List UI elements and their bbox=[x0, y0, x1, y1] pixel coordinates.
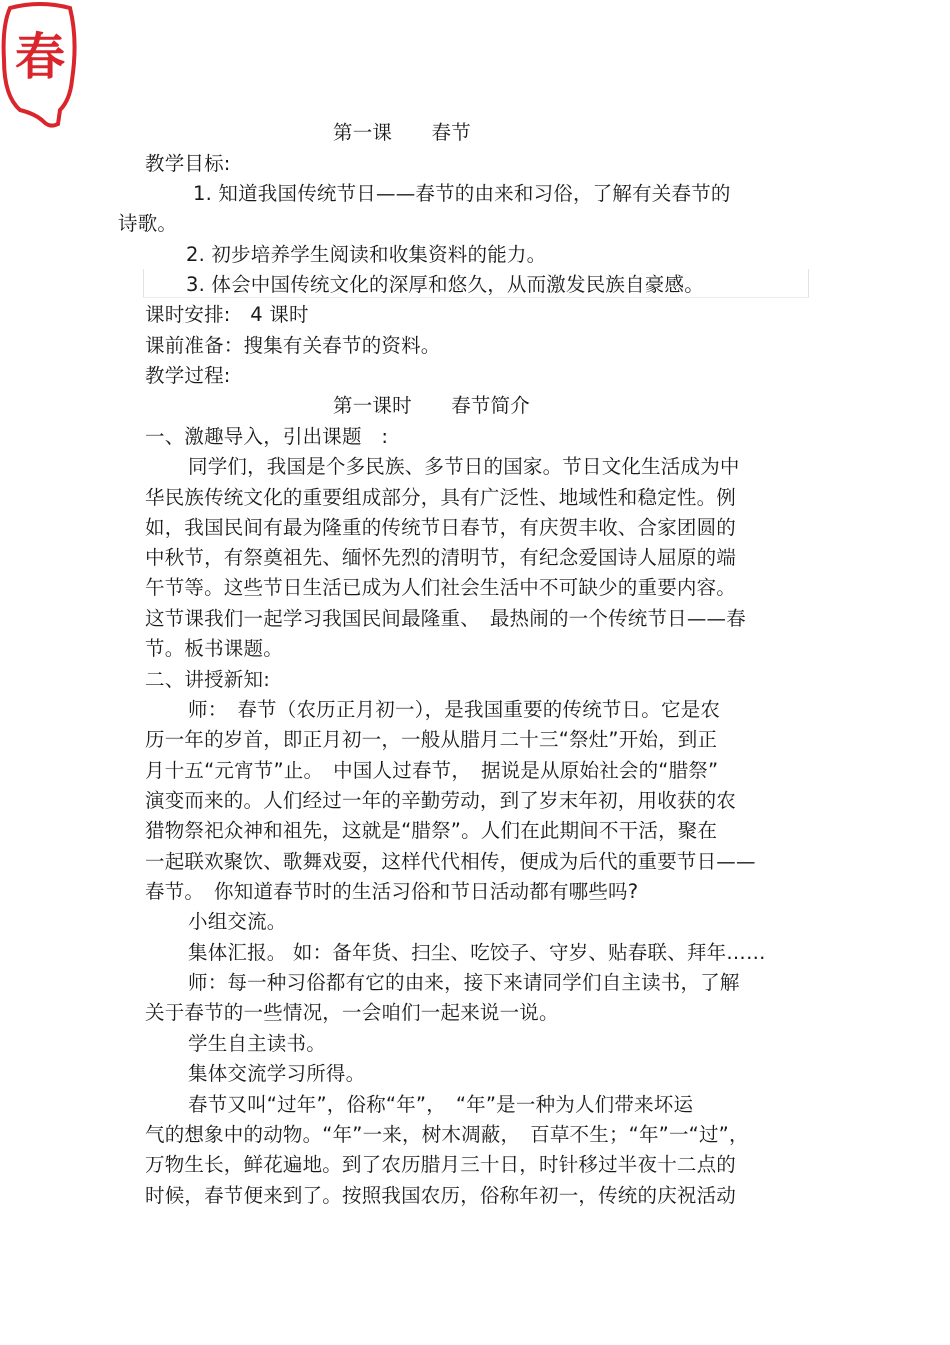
group-discussion: 小组交流。 bbox=[188, 910, 287, 933]
process-heading: 教学过程: bbox=[145, 364, 231, 387]
goal-2: 2. 初步培养学生阅读和收集资料的能力。 bbox=[186, 243, 547, 266]
preparation: 课前准备：搜集有关春节的资料。 bbox=[145, 334, 441, 357]
para-4-line: 春节又叫“过年”，俗称“年”， “年”是一种为人们带来坏运 bbox=[188, 1093, 694, 1116]
goal-1-line-2: 诗歌。 bbox=[118, 212, 178, 235]
para-3-line: 师：每一种习俗都有它的由来，接下来请同学们自主读书，了解 bbox=[188, 971, 740, 994]
para-1-line: 这节课我们一起学习我国民间最隆重、 最热闹的一个传统节日——春 bbox=[145, 607, 746, 630]
para-2-line: 师： 春节（农历正月初一），是我国重要的传统节日。它是农 bbox=[188, 698, 721, 721]
para-4-line: 时候，春节便来到了。按照我国农历，俗称年初一，传统的庆祝活动 bbox=[145, 1184, 737, 1207]
para-1-line: 午节等。这些节日生活已成为人们社会生活中不可缺少的重要内容。 bbox=[145, 576, 737, 599]
para-1-line: 节。板书课题。 bbox=[145, 637, 283, 660]
para-2-line: 演变而来的。人们经过一年的辛勤劳动，到了岁末年初，用收获的农 bbox=[145, 789, 737, 812]
schedule: 课时安排: 4 课时 bbox=[145, 303, 309, 326]
goal-1-line-1: 1. 知道我国传统节日——春节的由来和习俗，了解有关春节的 bbox=[193, 182, 731, 205]
para-1-line: 如，我国民间有最为隆重的传统节日春节，有庆贺丰收、合家团圆的 bbox=[145, 516, 737, 539]
goal-3: 3. 体会中国传统文化的深厚和悠久，从而激发民族自豪感。 bbox=[186, 273, 704, 296]
goals-heading: 教学目标: bbox=[145, 152, 231, 175]
para-2-line: 一起联欢聚饮、歌舞戏耍，这样代代相传，便成为后代的重要节日—— bbox=[145, 850, 756, 873]
section-2-heading: 二、讲授新知: bbox=[145, 668, 270, 691]
para-2-line: 历一年的岁首，即正月初一，一般从腊月二十三“祭灶”开始，到正 bbox=[145, 728, 718, 751]
para-2-line: 月十五“元宵节”止。 中国人过春节， 据说是从原始社会的“腊祭” bbox=[145, 759, 719, 782]
document-title: 第一课 春节 bbox=[333, 121, 471, 144]
para-1-line: 华民族传统文化的重要组成部分，具有广泛性、地域性和稳定性。例 bbox=[145, 486, 737, 509]
lesson-1-title: 第一课时 春节简介 bbox=[333, 394, 531, 417]
spring-seal-stamp bbox=[0, 0, 80, 130]
para-1-line: 中秋节，有祭奠祖先、缅怀先烈的清明节，有纪念爱国诗人屈原的端 bbox=[145, 546, 737, 569]
section-1-heading: 一、激趣导入，引出课题 : bbox=[145, 425, 389, 448]
seal-character: 春 bbox=[15, 28, 65, 86]
para-1-line: 同学们，我国是个多民族、多节日的国家。节日文化生活成为中 bbox=[188, 455, 740, 478]
group-report: 集体汇报。 如：备年货、扫尘、吃饺子、守岁、贴春联、拜年…… bbox=[188, 941, 766, 964]
self-reading: 学生自主读书。 bbox=[188, 1032, 326, 1055]
para-2-line: 猎物祭祀众神和祖先，这就是“腊祭”。人们在此期间不干活，聚在 bbox=[145, 819, 718, 842]
para-4-line: 万物生长，鲜花遍地。到了农历腊月三十日，时针移过半夜十二点的 bbox=[145, 1153, 737, 1176]
para-3-line: 关于春节的一些情况，一会咱们一起来说一说。 bbox=[145, 1001, 559, 1024]
para-2-line: 春节。 你知道春节时的生活习俗和节日活动都有哪些吗? bbox=[145, 880, 639, 903]
para-4-line: 气的想象中的动物。“年”一来，树木凋蔽， 百草不生；“年”一“过”， bbox=[145, 1123, 749, 1146]
share-learning: 集体交流学习所得。 bbox=[188, 1062, 366, 1085]
